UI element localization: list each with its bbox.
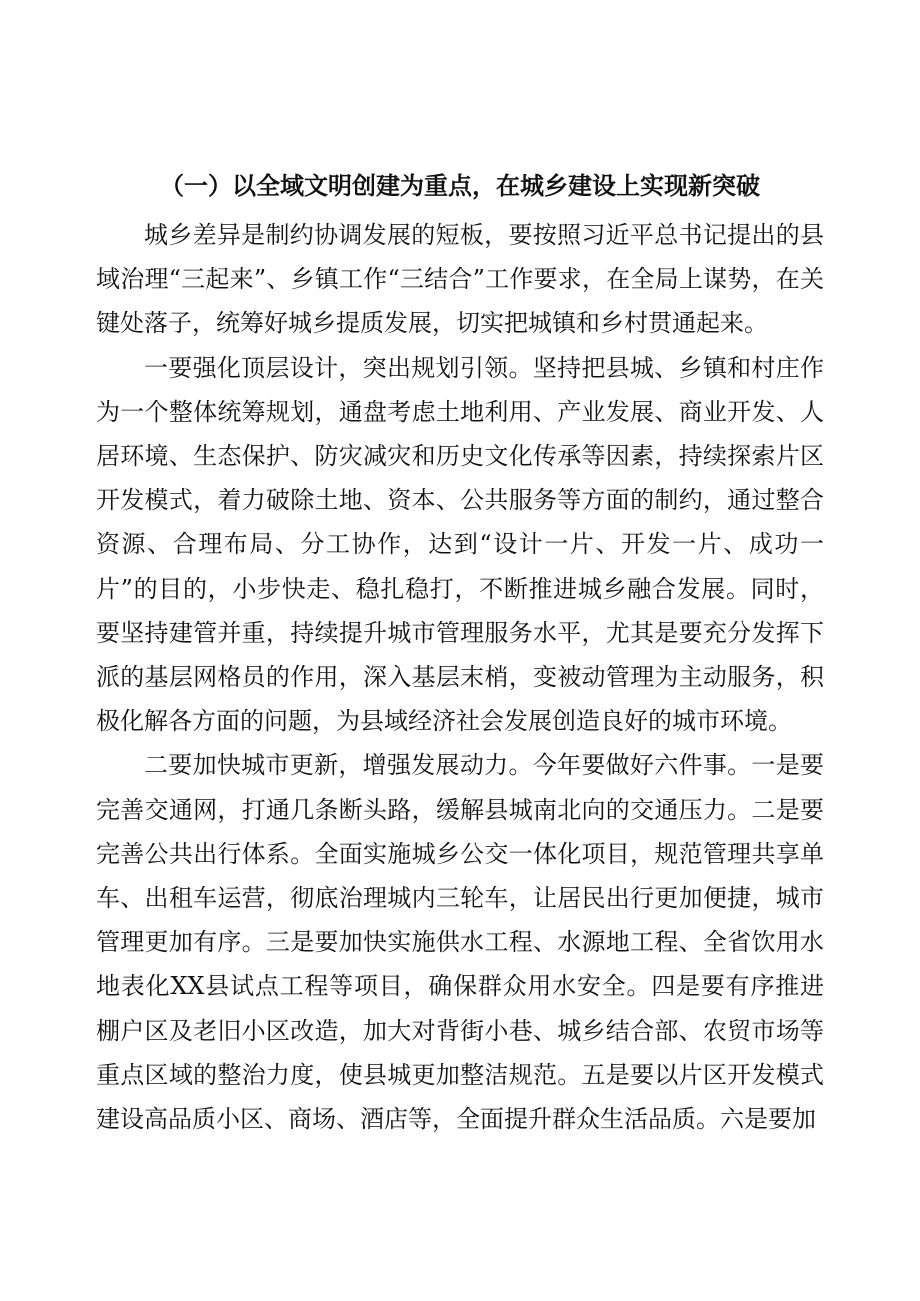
paragraph-top-level-design: 一要强化顶层设计，突出规划引领。坚持把县城、乡镇和村庄作为一个整体统筹规划，通盘考虑土地利用、产业发展、商业开发、人居环境、生态保护、防灾减灾和历史文化传承等因素，持续探索片区开发模式，着力破除土地、资本、公共服务等方面的制约，通过整合资源、合理布局、分工协作，达到“设计一片、开发一片、成功一片”的目的，小步快走、稳扎稳打，不断推进城乡融合发展。同时，要坚持建管并重，持续提升城市管理服务水平，尤其是要充分发挥下派的基层网格员的作用，深入基层末梢，变被动管理为主动服务，积极化解各方面的问题，为县域经济社会发展创造良好的城市环境。: [96, 353, 824, 736]
body-text: [96, 213, 824, 1141]
paragraph-urban-renewal: 二要加快城市更新，增强发展动力。今年要做好六件事。一是要完善交通网，打通几条断头路，缓解县城南北向的交通压力。二是要完善公共出行体系。全面实施城乡公交一体化项目，规范管理共享单车、出租车运营，彻底治理城内三轮车，让居民出行更加便捷，城市管理更加有序。三是要加快实施供水工程、水源地工程、全省饮用水地表化XX县试点工程等项目，确保群众用水安全。四是要有序推进棚户区及老旧小区改造，加大对背街小巷、城乡结合部、农贸市场等重点区域的整治力度，使县城更加整洁规范。五是要以片区开发模式建设高品质小区、商场、酒店等，全面提升群众生活品质。六是要加: [96, 751, 824, 1134]
paragraph-intro: 城乡差异是制约协调发展的短板，要按照习近平总书记提出的县域治理“三起来”、乡镇工作“三结合”工作要求，在全局上谋势，在关键处落子，统筹好城乡提质发展，切实把城镇和乡村贯通起来。: [96, 221, 824, 338]
section-heading: （一）以全域文明创建为重点，在城乡建设上实现新突破: [160, 171, 760, 200]
